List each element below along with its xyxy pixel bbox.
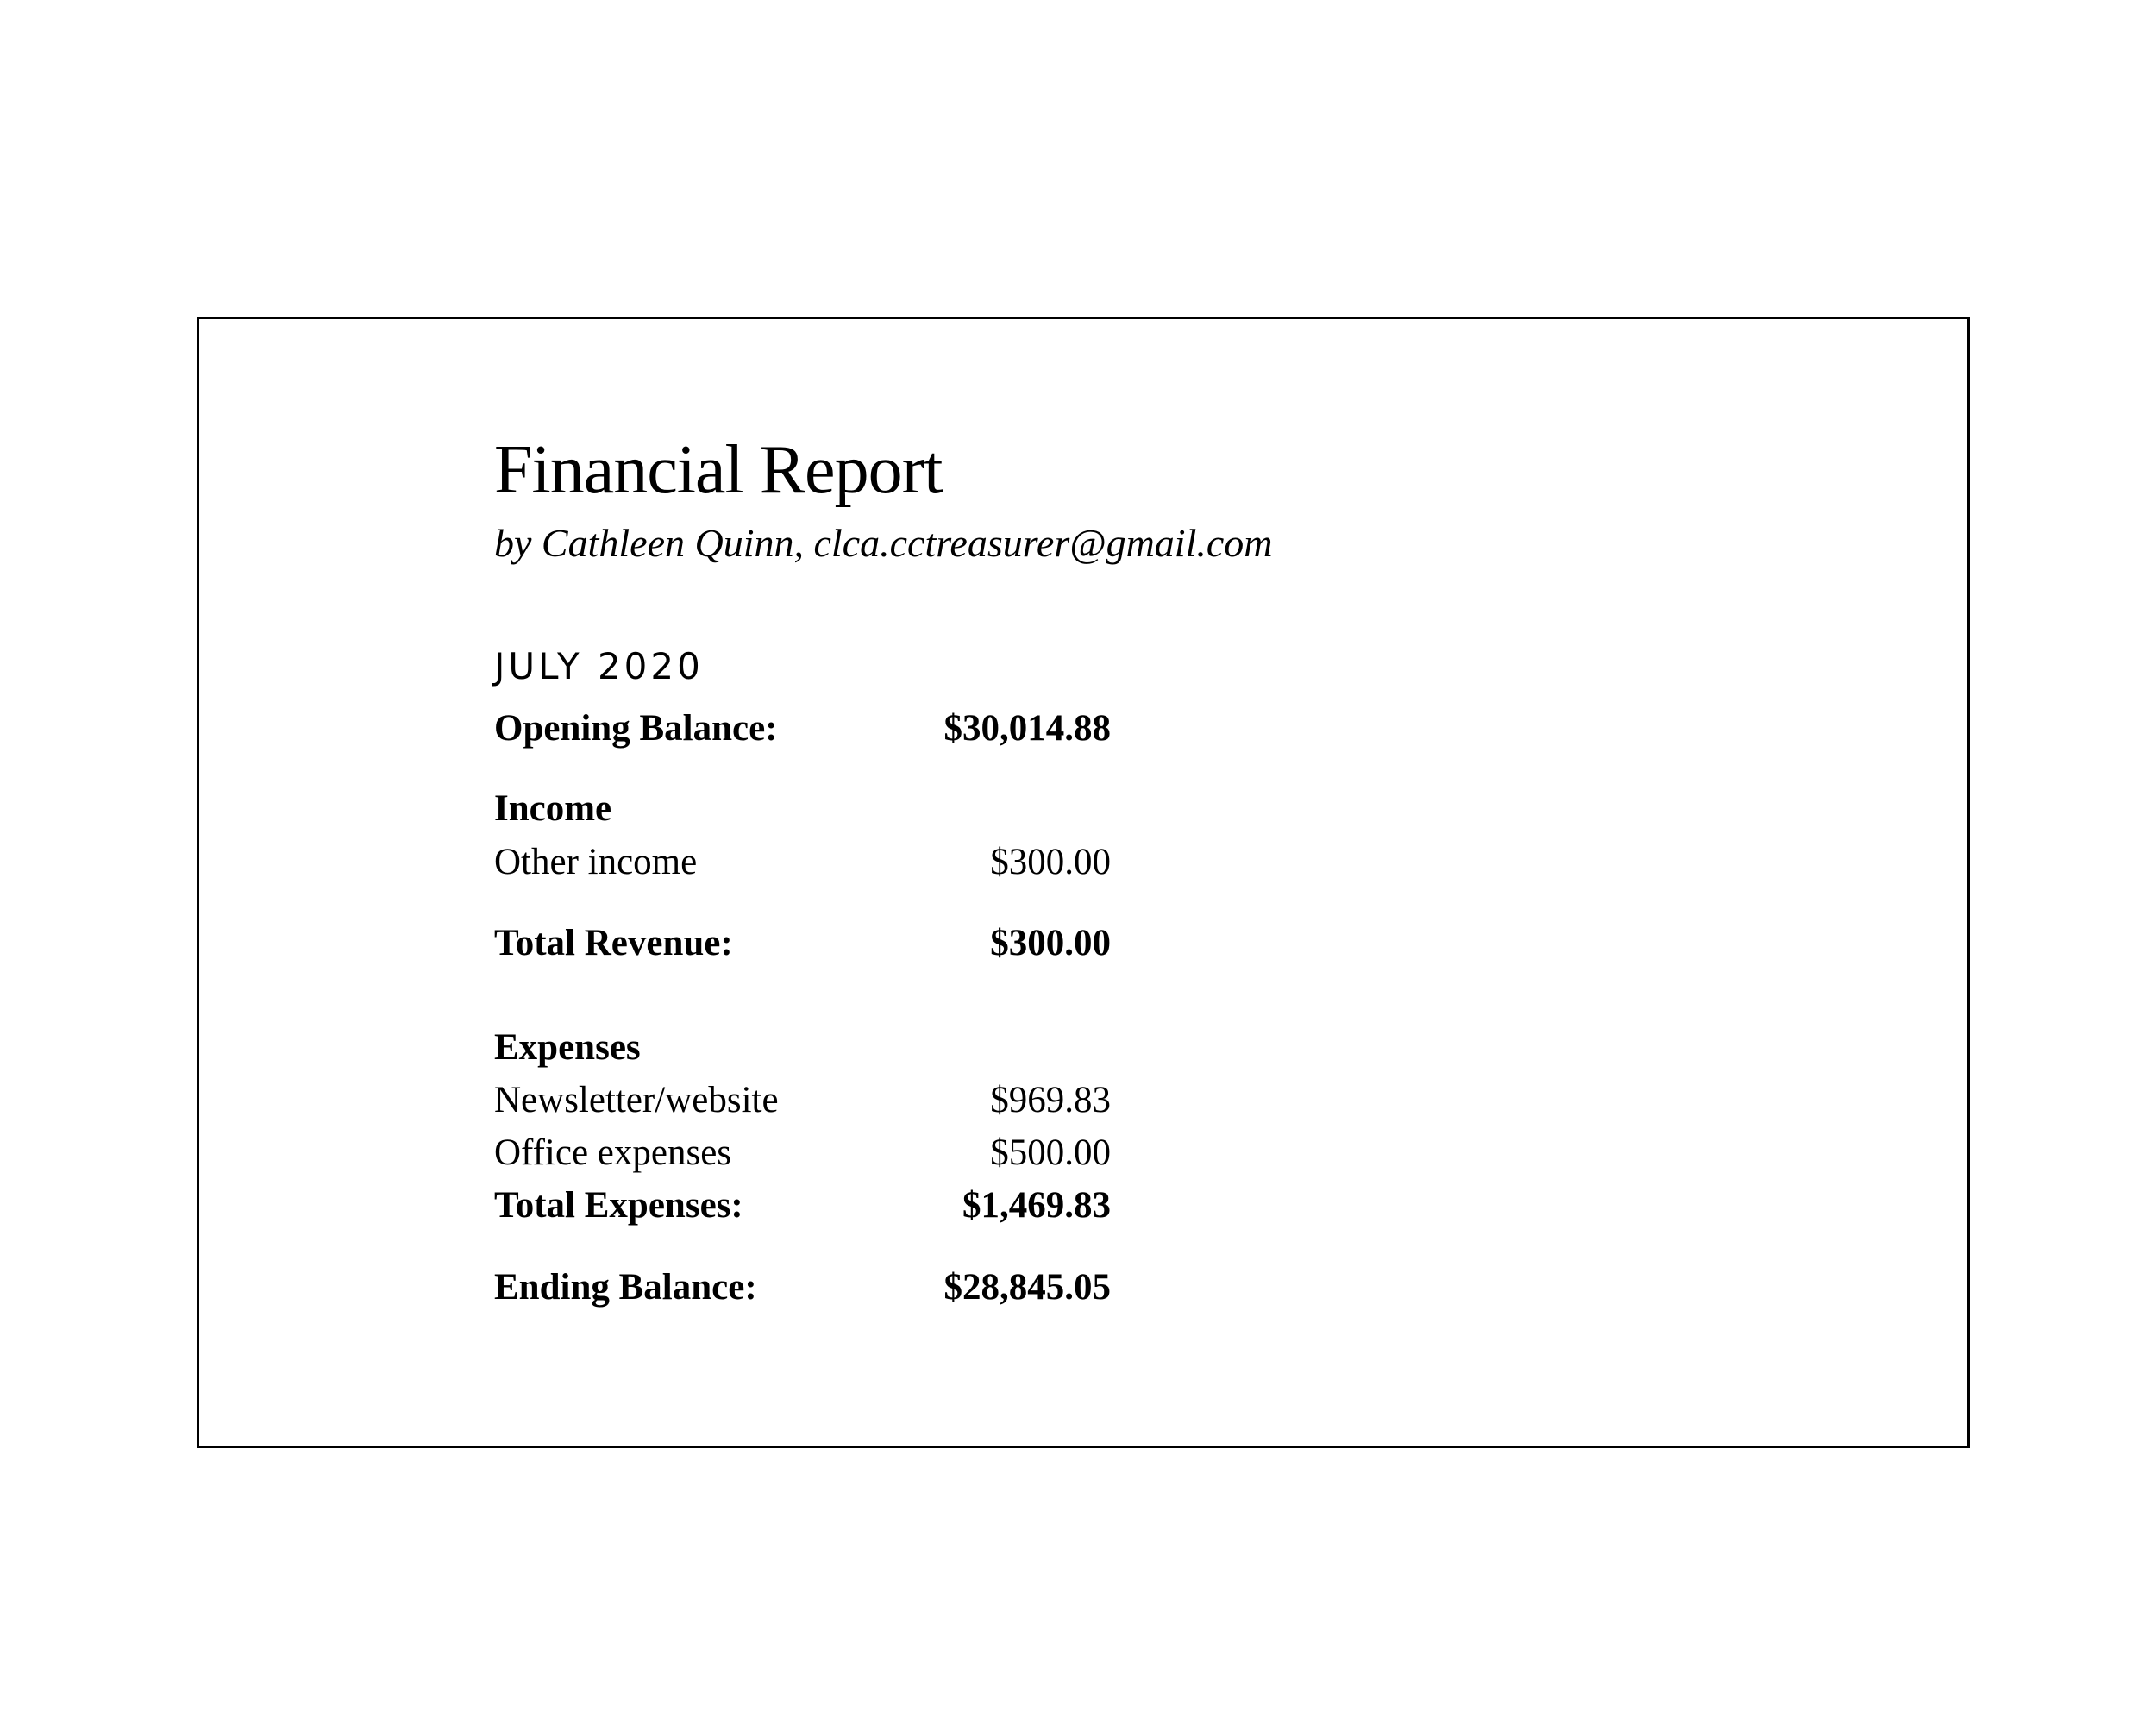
report-byline: by Cathleen Quinn, clca.cctreasurer@gmail.com — [494, 521, 1273, 565]
expense-item-label: Newsletter/website — [494, 1080, 779, 1120]
income-item-amount: $300.00 — [990, 842, 1111, 882]
total-expenses-row — [494, 1180, 1111, 1232]
expense-row — [494, 1127, 1111, 1179]
total-revenue-row — [494, 918, 1111, 969]
total-revenue-label: Total Revenue: — [494, 923, 733, 963]
expense-item-label: Office expenses — [494, 1132, 732, 1173]
report-title: Financial Report — [494, 432, 943, 508]
total-expenses-amount: $1,469.83 — [962, 1185, 1111, 1226]
ending-balance-label: Ending Balance: — [494, 1267, 757, 1308]
income-heading: Income — [494, 788, 612, 829]
expense-item-amount: $969.83 — [990, 1080, 1111, 1120]
opening-balance-row — [494, 703, 1111, 755]
income-row — [494, 837, 1111, 888]
expense-item-amount: $500.00 — [990, 1132, 1111, 1173]
expense-row — [494, 1075, 1111, 1126]
opening-balance-label: Opening Balance: — [494, 708, 778, 749]
ending-balance-amount: $28,845.05 — [943, 1267, 1111, 1308]
report-period: JULY 2020 — [494, 645, 704, 687]
total-expenses-label: Total Expenses: — [494, 1185, 743, 1226]
ending-balance-row — [494, 1262, 1111, 1314]
expenses-heading: Expenses — [494, 1027, 641, 1068]
income-item-label: Other income — [494, 842, 698, 882]
opening-balance-amount: $30,014.88 — [943, 708, 1111, 749]
total-revenue-amount: $300.00 — [990, 923, 1111, 963]
